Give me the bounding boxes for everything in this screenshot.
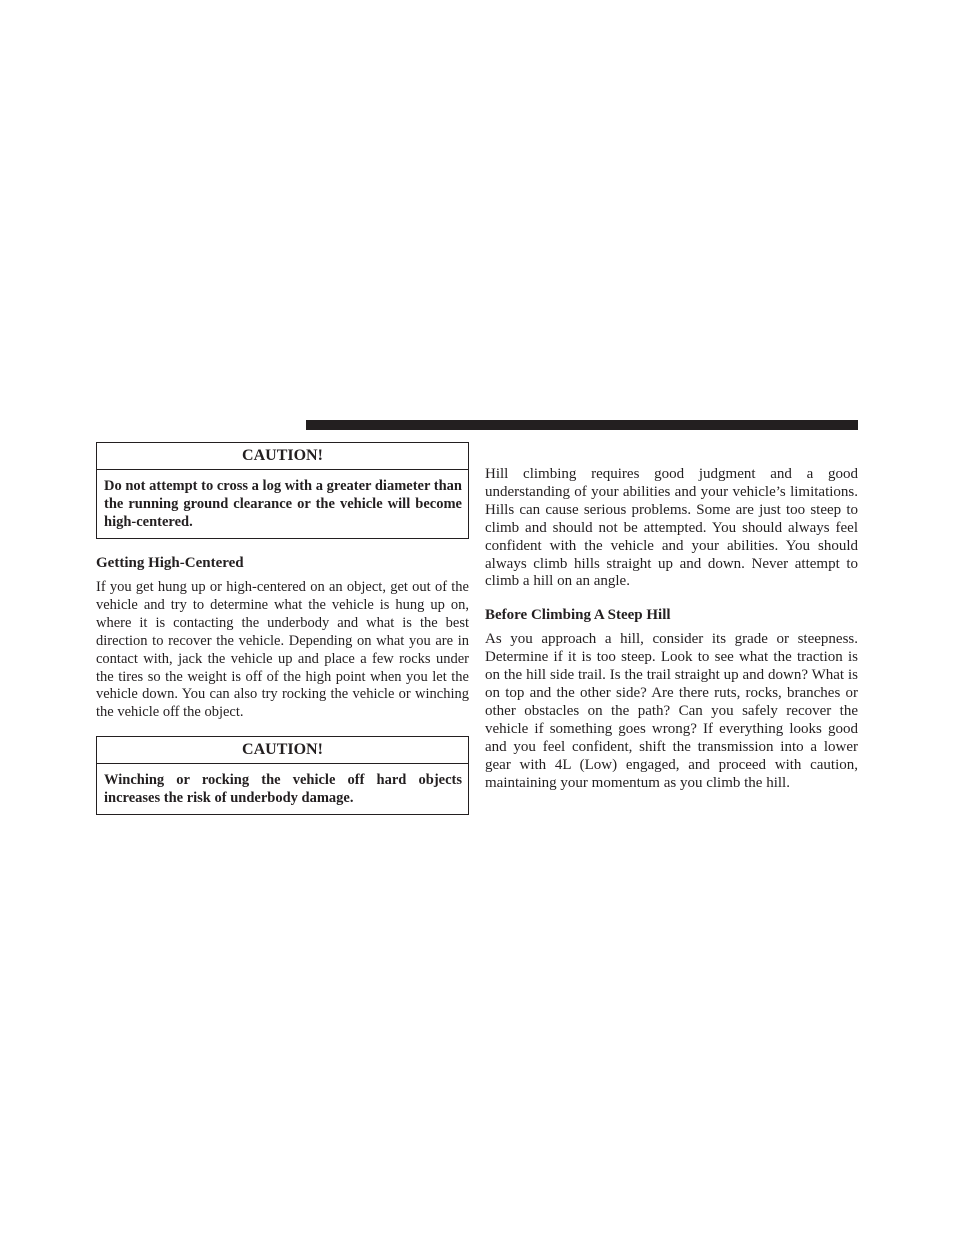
caution-box-log [96,442,469,539]
section-heading-steep-hill: Before Climbing A Steep Hill [485,607,671,624]
caution-box-winching [96,736,469,815]
caution-text: Do not attempt to cross a log with a greater diameter than the running ground clearance or the vehicle will become high-centered. [104,478,462,530]
right-column [485,466,858,793]
caution-title: CAUTION! [97,737,468,764]
paragraph-high-centered: If you get hung up or high-centered on an object, get out of the vehicle and try to determine what the vehicle is hung up on, where it is contacting the underbody and what is the best direction to recover the vehicle. Depending on what you are in contact with, jack the vehicle up and place a few rocks under the tires so the weight is off of the high point when you let the vehicle down. You can also try rocking the vehicle or winching the vehicle off the object. [96,579,469,721]
section-heading-high-centered: Getting High-Centered [96,555,244,571]
paragraph-hill-climbing: Hill climbing requires good judgment and a good understanding of your abilities and your vehicle’s limitations. Hills can cause serious problems. Some are just too steep to climb and should not be attempted. You should always feel confident with the vehicle and your abilities. You should always climb hills straight up and down. Never attempt to climb a hill on an angle. [485,466,858,590]
left-column [96,442,469,815]
header-rule [306,420,858,430]
caution-text: Winching or rocking the vehicle off hard objects increases the risk of underbody damage. [104,772,462,807]
caution-title: CAUTION! [97,443,468,470]
paragraph-steep-hill: As you approach a hill, consider its grade or steepness. Determine if it is too steep. Look to see what the traction is on the hill side trail. Is the trail straight up and down? What is on top and the other side? Are there ruts, rocks, branches or other obstacles on the path? Can you safely recover the vehicle if something goes wrong? If everything looks good and you feel confident, shift the transmission into a lower gear with 4L (Low) engaged, and proceed with caution, maintaining your momentum as you climb the hill. [485,631,858,791]
